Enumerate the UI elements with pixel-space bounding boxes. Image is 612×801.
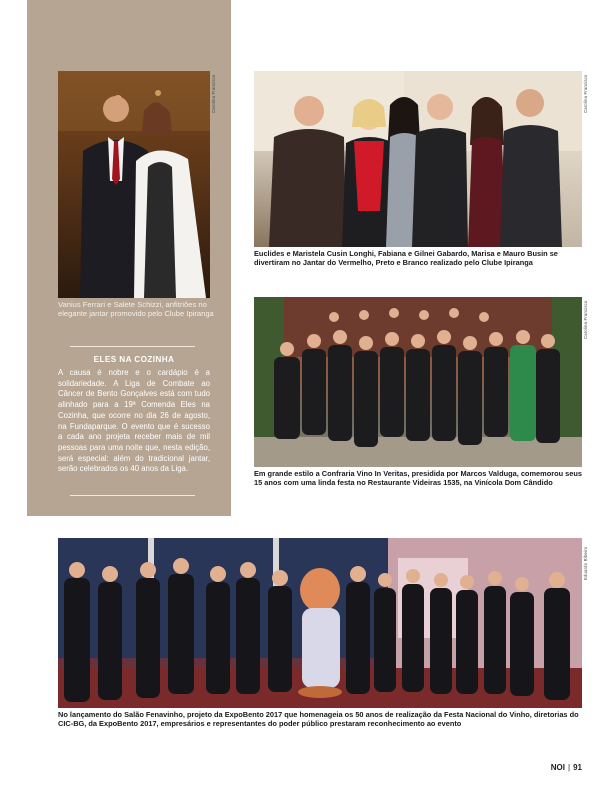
photo-couple-hosts xyxy=(58,71,210,298)
photo2-caption: Euclides e Maristela Cusin Longhi, Fabiana e Gilnei Gabardo, Marisa e Mauro Busin se divertiram no Jantar do Vermelho, Preto e Branco realizado pelo Clube Ipiranga xyxy=(254,249,558,267)
photo-confraria-illustration xyxy=(254,297,582,467)
photo-fenavinho-launch xyxy=(58,538,582,708)
photo-group-dinner xyxy=(254,71,582,247)
photo3-credit: Carolina Francisco xyxy=(583,300,588,339)
photo-confraria-group xyxy=(254,297,582,467)
photo4-caption: No lançamento do Salão Fenavinho, projeto da ExpoBento 2017 que homenageia os 50 anos de realização da Festa Nacional do Vinho, diretorias do CIC-BG, da ExpoBento 2017, empresários e representantes do poder público prestaram reconhecimento ao evento xyxy=(58,710,579,728)
photo1-caption: Vanius Ferrari e Salete Schizzi, anfitriões no elegante jantar promovido pelo Clube Ipiranga xyxy=(58,300,214,318)
photo4-credit: Eduardo Ribeiro xyxy=(583,546,588,580)
section-top-divider xyxy=(70,346,195,347)
page-folio xyxy=(551,763,582,772)
photo-couple-illustration xyxy=(58,71,210,298)
photo3-caption: Em grande estilo a Confraria Vino In Veritas, presidida por Marcos Valduga, comemorou seus 15 anos com uma linda festa no Restaurante Videiras 1535, na Vinícola Dom Cândido xyxy=(254,469,583,487)
section-body-text: A causa é nobre e o cardápio é a solidariedade. A Liga de Combate ao Câncer de Bento Gonçalves está com tudo alinhado para a 19ª Comenda Eles na Cozinha, que ocorre no dia 26 de agosto, na Fundaparque. O evento que é sucesso a cada ano projeta receber mais de mil pessoas para uma noite que, nesta edição, será especial: além do tradicional jantar, serão celebrados os 40 anos da Liga. xyxy=(58,368,210,474)
magazine-name: NOI xyxy=(550,763,566,772)
page-number: 91 xyxy=(573,763,582,772)
folio-separator: | xyxy=(568,763,571,772)
photo-group-dinner-illustration xyxy=(254,71,582,247)
photo1-credit: Carolina Francisco xyxy=(211,74,216,113)
section-title: ELES NA COZINHA xyxy=(93,355,175,364)
section-bottom-divider xyxy=(70,495,195,496)
photo2-credit: Carolina Francisco xyxy=(583,74,588,113)
photo-fenavinho-illustration xyxy=(58,538,582,708)
